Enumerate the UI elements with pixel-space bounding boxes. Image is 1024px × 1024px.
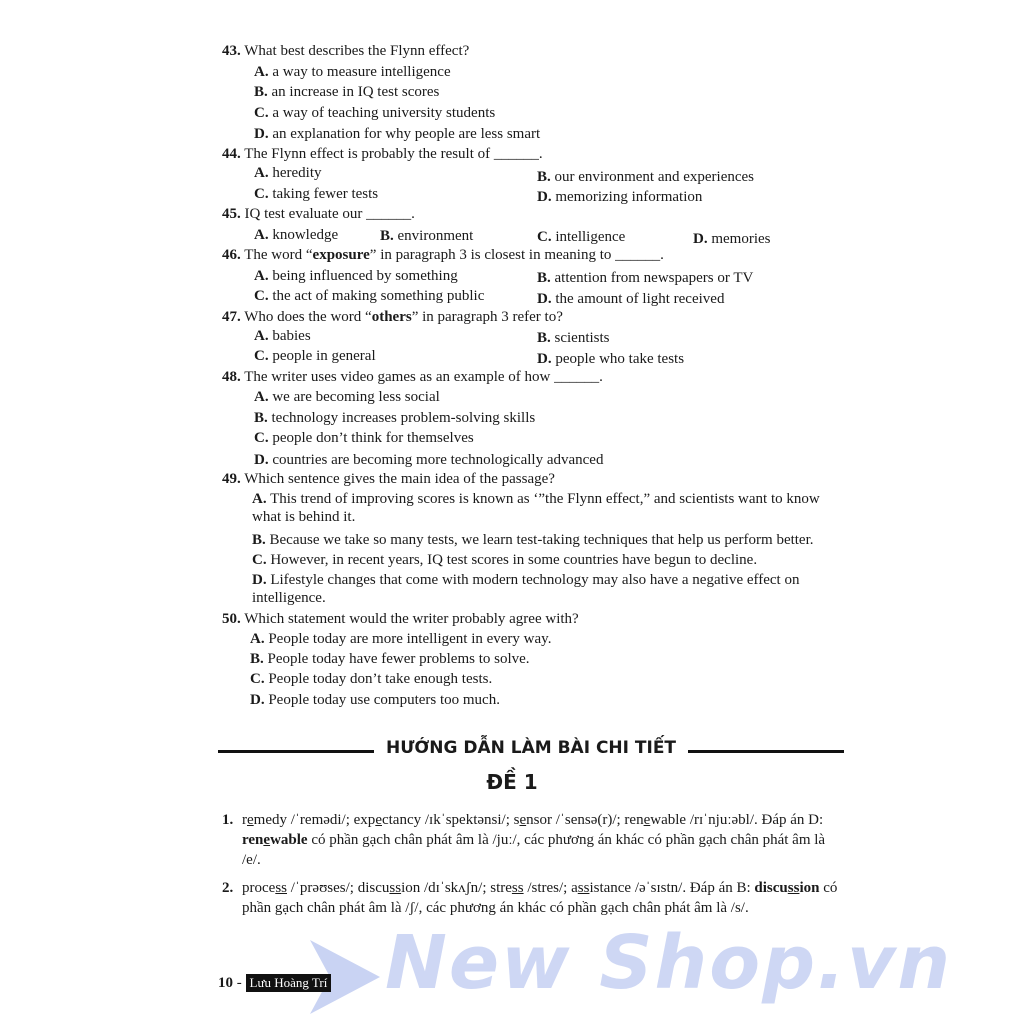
answer-text-run: nsor /ˈsensə(r)/; ren [526, 812, 644, 828]
option: B. technology increases problem-solving skills [254, 410, 536, 426]
question-45: 45. IQ test evaluate our ______. [222, 206, 415, 222]
heading-rule-right [688, 750, 844, 753]
answer-2-body [242, 878, 846, 918]
answer-text-run: proce [242, 880, 276, 896]
answer-1: 1. remedy /ˈremədi/; expectancy /ɪkˈspektənsi/; sensor /ˈsensə(r)/; renewable /rɪˈnjuːəbl/. Đáp án D: renewable có phần gạch chân phát âm là /juː/, các phương án khác có phần gạch chân phát âm là /e/. [222, 810, 846, 870]
question-49: 49. Which sentence gives the main idea of the passage? [222, 471, 555, 487]
option: B. attention from newspapers or TV [537, 270, 754, 286]
option: C. People today don’t take enough tests. [250, 671, 493, 687]
section-title: ĐỀ 1 [486, 770, 538, 794]
option: C. taking fewer tests [254, 186, 379, 202]
answer-text-run: ion [799, 880, 820, 896]
page-number: 10 [218, 975, 233, 991]
option: D. an explanation for why people are less smart [254, 126, 541, 142]
answer-text-run: e [247, 812, 254, 828]
option: D. memorizing information [537, 189, 703, 205]
option: C. people in general [254, 348, 376, 364]
option: A. knowledge [254, 227, 339, 243]
page-footer: 10 - Lưu Hoàng Trí [218, 974, 331, 992]
answer-text-run: có phần gạch chân phát âm là /juː/, các phương án khác có phần gạch chân phát âm là /e/. [242, 832, 826, 868]
answer-text-run: e [519, 812, 527, 828]
question-48: 48. The writer uses video games as an example of how ______. [222, 369, 603, 385]
answer-text-run: ss [275, 880, 287, 896]
option: D. countries are becoming more technologically advanced [254, 452, 604, 468]
option: D. people who take tests [537, 351, 685, 367]
option: C. However, in recent years, IQ test scores in some countries have begun to decline. [252, 552, 758, 568]
watermark-text: New Shop.vn [385, 920, 953, 1006]
answer-text-run: ctancy /ɪkˈspektənsi/; s [381, 812, 520, 828]
section-heading [218, 738, 844, 764]
answer-text-run: ss [511, 880, 524, 896]
option: B. environment [380, 228, 474, 244]
option: C. the act of making something public [254, 288, 485, 304]
option: B. People today have fewer problems to solve. [250, 651, 530, 667]
option: D. Lifestyle changes that come with modern technology may also have a negative effect on intelligence. [252, 572, 800, 606]
option: A. a way to measure intelligence [254, 64, 451, 80]
option: A. we are becoming less social [254, 389, 440, 405]
option: C. intelligence [537, 229, 626, 245]
answer-text-run: e [375, 812, 382, 828]
option: A. heredity [254, 165, 322, 181]
answer-text-run: wable [270, 832, 308, 848]
option: B. an increase in IQ test scores [254, 84, 440, 100]
answer-text-run: e [263, 832, 271, 848]
option: D. the amount of light received [537, 291, 725, 307]
answer-text-run: wable /rɪˈnjuːəbl/. Đáp án D: [650, 812, 824, 828]
question-50: 50. Which statement would the writer probably agree with? [222, 611, 579, 627]
option: C. people don’t think for themselves [254, 430, 474, 446]
section-heading-text: HƯỚNG DẪN LÀM BÀI CHI TIẾT [385, 738, 677, 758]
option: B. Because we take so many tests, we learn test-taking techniques that help us perform better. [252, 532, 814, 548]
question-44: 44. The Flynn effect is probably the result of ______. [222, 146, 543, 162]
option: D. memories [693, 231, 771, 247]
answer-2: 2. process /ˈprəʊses/; discussion /dɪˈskʌʃn/; stress /stres/; assistance /əˈsɪstn/. Đáp án B: discussion có phần gạch chân phát âm là /ʃ/, các phương án khác có phần gạch chân phát âm là /s/. [222, 878, 846, 918]
answer-text-run: e [643, 812, 651, 828]
question-47: 47. Who does the word “others” in paragraph 3 refer to? [222, 309, 563, 325]
answer-text-run: có phần gạch chân phát âm là /ʃ/, các phương án khác có phần gạch chân phát âm là /s/. [242, 880, 838, 916]
answer-text-run: medy /ˈremədi/; exp [253, 812, 376, 828]
answer-text-run: istance /əˈsɪstn/. Đáp án B: [589, 880, 755, 896]
option: D. People today use computers too much. [250, 692, 500, 708]
answer-text-run: /ˈprəʊses/; discu [287, 880, 390, 896]
option: A. babies [254, 328, 311, 344]
answer-text-run: ss [389, 880, 402, 896]
answer-text-run: ss [787, 880, 800, 896]
answer-text-run: discu [754, 880, 788, 896]
question-46: 46. The word “exposure” in paragraph 3 is closest in meaning to ______. [222, 247, 664, 263]
question-43: 43. What best describes the Flynn effect? [222, 43, 470, 59]
option: B. scientists [537, 330, 610, 346]
answer-text-run: r [242, 812, 247, 828]
option: C. a way of teaching university students [254, 105, 496, 121]
answer-1-body [242, 810, 846, 870]
answer-text-run: ss [577, 880, 590, 896]
author-label: Lưu Hoàng Trí [246, 974, 332, 992]
option: B. our environment and experiences [537, 169, 755, 185]
option: A. People today are more intelligent in every way. [250, 631, 552, 647]
answer-text-run: ion /dɪˈskʌʃn/; stre [401, 880, 512, 896]
answer-text-run: /stres/; a [523, 880, 578, 896]
option: A. This trend of improving scores is known as ‘”the Flynn effect,” and scientists want to know what is behind it. [252, 491, 820, 525]
answer-text-run: ren [242, 832, 264, 848]
option: A. being influenced by something [254, 268, 458, 284]
